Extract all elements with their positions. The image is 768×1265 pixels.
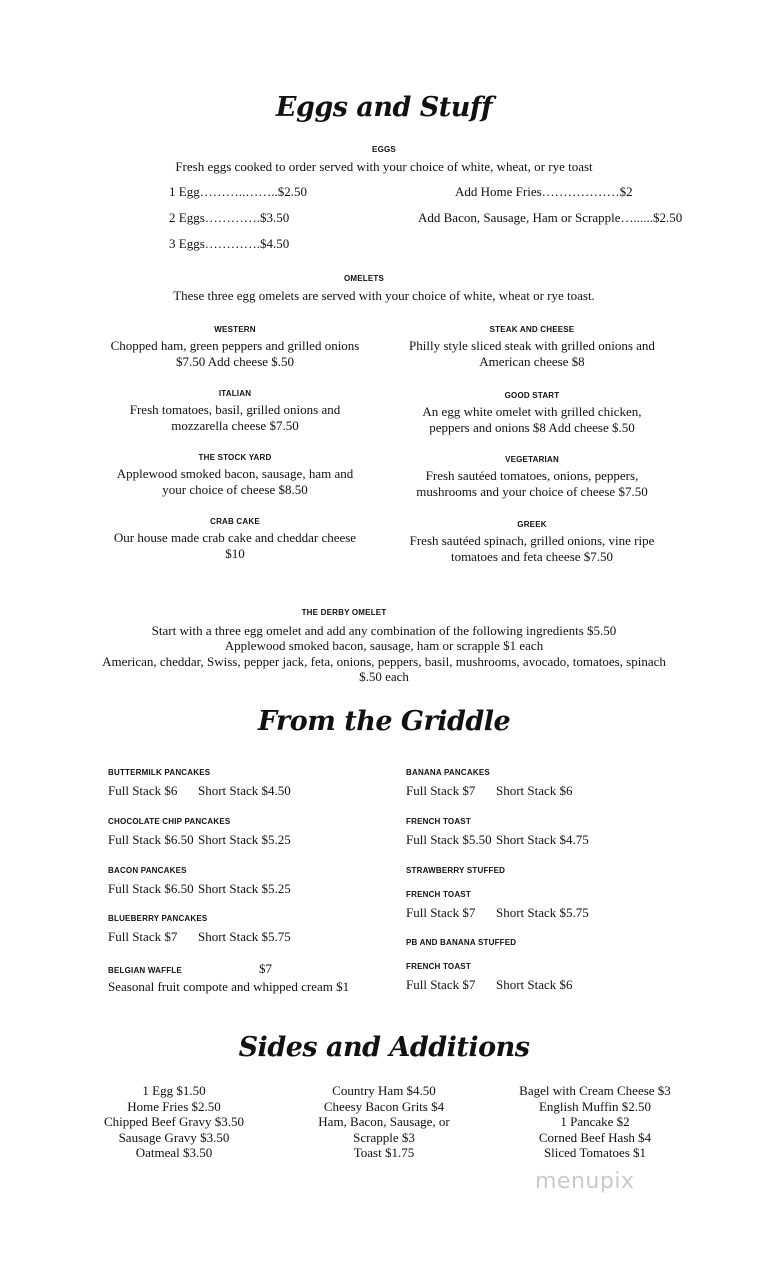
griddle-item-name: BLUEBERRY PANCAKES [108,914,208,923]
egg-price-3: 3 Eggs………….$4.50 [169,236,290,251]
omelet-name: STEAK AND CHEESE [489,325,575,334]
full-stack-price: Full Stack $7 [406,905,476,920]
griddle-item-name: BUTTERMILK PANCAKES [108,768,211,777]
omelet-line: mushrooms and your choice of cheese $7.50 [416,484,648,499]
omelet-western [70,325,400,370]
short-stack-price: Short Stack $4.50 [198,783,291,798]
omelet-name: CRAB CAKE [210,517,260,526]
omelet-line: your choice of cheese $8.50 [162,482,308,497]
side-item: Sausage Gravy $3.50 [118,1129,230,1145]
omelet-line: Fresh tomatoes, basil, grilled onions and [129,402,341,417]
egg-price-1: 1 Egg………..……..$2.50 [169,184,307,199]
omelet-greek [367,520,697,565]
griddle-item-name: BACON PANCAKES [108,866,187,875]
short-stack-price: Short Stack $6 [496,977,573,992]
griddle-french-toast [406,817,589,848]
omelet-line: An egg white omelet with grilled chicken, [422,404,642,419]
side-item: Home Fries $2.50 [127,1098,221,1114]
derby-line-2: Applewood smoked bacon, sausage, ham or scrapple $1 each [224,638,544,653]
short-stack-price: Short Stack $5.25 [198,881,291,896]
side-item: Country Ham $4.50 [332,1083,436,1098]
full-stack-price: Full Stack $7 [108,929,178,944]
griddle-item-name: FRENCH TOAST [406,817,471,826]
omelet-line: Applewood smoked bacon, sausage, ham and [116,466,354,481]
full-stack-price: Full Stack $6.50 [108,832,194,847]
omelet-name: GREEK [517,520,547,529]
griddle-item-name: BANANA PANCAKES [406,768,490,777]
griddle-chocolate-chip [108,817,291,848]
griddle-item-name: CHOCOLATE CHIP PANCAKES [108,817,231,826]
omelet-name: GOOD START [504,391,560,400]
omelet-name: WESTERN [214,325,256,334]
derby-line-3: American, cheddar, Swiss, pepper jack, feta, onions, peppers, basil, mushrooms, avocado, tomatoes, spinach [102,654,666,669]
griddle-item-name-2: FRENCH TOAST [406,890,471,899]
omelet-line: Chopped ham, green peppers and grilled onions [110,338,360,353]
section-title-griddle: From the Griddle [257,706,511,737]
omelet-steak-and-cheese [367,325,697,370]
full-stack-price: Full Stack $6 [108,783,178,798]
omelet-line: $10 [225,546,245,561]
short-stack-price: Short Stack $4.75 [496,832,589,847]
side-item: Cheesy Bacon Grits $4 [323,1098,445,1114]
full-stack-price: Full Stack $5.50 [406,832,492,847]
omelet-name: VEGETARIAN [505,455,559,464]
eggs-description: Fresh eggs cooked to order served with your choice of white, wheat, or rye toast [175,159,593,174]
omelet-vegetarian [367,455,697,500]
belgian-waffle-label: BELGIAN WAFFLE [108,966,182,975]
side-item: Scrapple $3 [353,1129,415,1145]
side-item: Oatmeal $3.50 [135,1145,213,1160]
eggs-label: EGGS [372,145,396,154]
side-item: English Muffin $2.50 [538,1098,652,1114]
side-item: Corned Beef Hash $4 [538,1129,652,1145]
short-stack-price: Short Stack $5.25 [198,832,291,847]
griddle-pb-banana-stuffed [406,938,573,993]
omelets-description: These three egg omelets are served with your choice of white, wheat or rye toast. [173,288,595,303]
omelet-line: peppers and onions $8 Add cheese $.50 [429,420,635,435]
menupix-watermark: menupix [535,1169,635,1194]
egg-price-2: 2 Eggs………….$3.50 [169,210,290,225]
omelet-good-start [367,391,697,436]
griddle-strawberry-stuffed [406,866,589,921]
griddle-blueberry [108,914,291,945]
add-home-fries: Add Home Fries………………$2 [455,184,633,199]
belgian-waffle-price: $7 [259,961,272,976]
side-item: Chipped Beef Gravy $3.50 [103,1114,245,1129]
omelet-line: Fresh sautéed spinach, grilled onions, vine ripe [409,533,655,548]
side-item: Toast $1.75 [353,1145,415,1160]
omelet-stock-yard [70,453,400,498]
side-item: Sliced Tomatoes $1 [543,1145,647,1160]
omelet-line: $7.50 Add cheese $.50 [175,354,295,369]
derby-omelet-label: THE DERBY OMELET [301,608,387,617]
omelet-line: American cheese $8 [479,354,585,369]
griddle-item-name: PB AND BANANA STUFFED [406,938,517,947]
omelet-name: THE STOCK YARD [198,453,272,462]
sides-column-3 [470,1083,720,1161]
short-stack-price: Short Stack $5.75 [496,905,589,920]
omelet-italian [70,389,400,434]
omelet-line: Fresh sautéed tomatoes, onions, peppers, [425,468,639,483]
griddle-item-name: STRAWBERRY STUFFED [406,866,506,875]
add-meat: Add Bacon, Sausage, Ham or Scrapple…......$2.50 [418,210,683,225]
omelet-crab-cake [70,517,400,562]
section-title-eggs: Eggs and Stuff [275,92,493,123]
omelets-label: OMELETS [343,274,385,283]
omelet-line: tomatoes and feta cheese $7.50 [450,549,614,564]
griddle-bacon [108,866,291,897]
full-stack-price: Full Stack $6.50 [108,881,194,896]
omelet-line: mozzarella cheese $7.50 [171,418,299,433]
omelet-line: Our house made crab cake and cheddar cheese [113,530,357,545]
omelet-name: ITALIAN [218,389,252,398]
griddle-item-name-2: FRENCH TOAST [406,962,471,971]
griddle-banana [406,768,573,799]
omelet-line: Philly style sliced steak with grilled onions and [409,338,655,353]
belgian-waffle-desc: Seasonal fruit compote and whipped cream $1 [108,979,350,994]
side-item: 1 Pancake $2 [560,1114,630,1129]
derby-line-1: Start with a three egg omelet and add any combination of the following ingredients $5.50 [151,623,617,638]
full-stack-price: Full Stack $7 [406,783,476,798]
side-item: Ham, Bacon, Sausage, or [318,1114,450,1129]
derby-line-4: $.50 each [359,669,409,684]
full-stack-price: Full Stack $7 [406,977,476,992]
griddle-buttermilk [108,768,291,799]
side-item: Bagel with Cream Cheese $3 [519,1083,671,1098]
short-stack-price: Short Stack $6 [496,783,573,798]
side-item: 1 Egg $1.50 [142,1083,206,1098]
short-stack-price: Short Stack $5.75 [198,929,291,944]
section-title-sides: Sides and Additions [238,1032,530,1063]
